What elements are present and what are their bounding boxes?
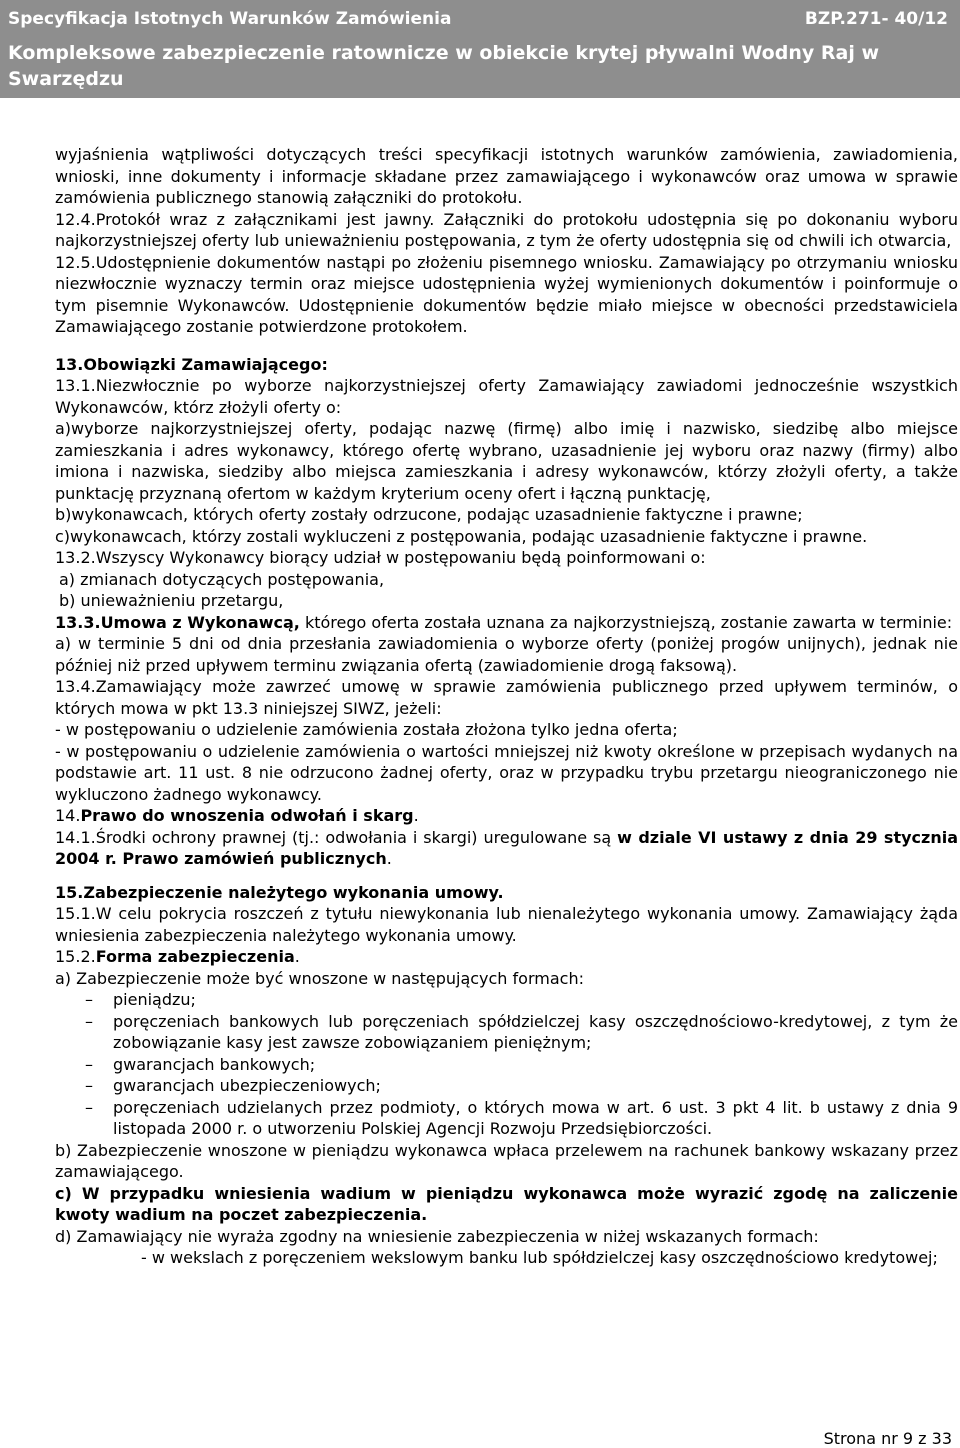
section-13-1 <box>55 375 958 418</box>
heading-14 <box>55 805 958 827</box>
page-number: Strona nr 9 z 33 <box>823 1429 952 1448</box>
section-number: 15.2. <box>55 947 96 966</box>
list-item <box>85 1075 958 1097</box>
section-13-1-b: b)wykonawcach, których oferty zostały odrzucone, podając uzasadnienie faktyczne i prawne; <box>55 505 803 524</box>
list-item <box>85 1011 958 1054</box>
form-d <box>55 1226 958 1248</box>
list-item <box>85 989 958 1011</box>
section-number: 15. <box>55 882 84 902</box>
section-15-1 <box>55 903 958 946</box>
section-13-3-lead: Umowa z Wykonawcą, <box>100 612 300 632</box>
section-number: 13.3. <box>55 612 101 632</box>
section-13-4-text: Zamawiający może zawrzeć umowę w sprawie zamówienia publicznego przed upływem terminów, o których mowa w pkt 13.3 niniejszej SIWZ, jeżeli: <box>55 677 958 718</box>
section-13-2-b: b) unieważnieniu przetargu, <box>59 591 284 610</box>
section-12-4 <box>55 209 958 252</box>
section-13-4 <box>55 676 958 719</box>
form-b <box>55 1140 958 1183</box>
list-item-text: pieniądzu; <box>113 990 196 1009</box>
section-14-1-end: . <box>386 849 392 868</box>
form-a <box>55 968 958 990</box>
section-14-1-bold: w dziale VI ustawy z dnia 29 stycznia 2004 r. Prawo zamówień publicznych <box>55 827 958 868</box>
header-title: Specyfikacja Istotnych Warunków Zamówienia <box>8 9 452 29</box>
header-reference: BZP.271- 40/12 <box>804 9 948 29</box>
item-letter: a) <box>55 968 72 988</box>
document-header <box>0 0 960 98</box>
list-item-text: poręczeniach bankowych lub poręczeniach spółdzielczej kasy oszczędnościowo-kredytowej, z tym że zobowiązanie kasy jest zawsze zobowiązaniem pieniężnym; <box>113 1011 958 1052</box>
section-number: 13.4. <box>55 677 96 696</box>
form-a-text: Zabezpieczenie może być wnoszone w następujących formach: <box>76 968 584 988</box>
form-c-text: W przypadku wniesienia wadium w pieniądzu wykonawca może wyrazić zgodę na zaliczenie kwoty wadium na poczet zabezpieczenia. <box>55 1183 958 1224</box>
section-15-2-text: Forma zabezpieczenia <box>95 947 295 966</box>
item-letter: b) <box>55 1140 72 1160</box>
item-letter: c) <box>55 1183 72 1203</box>
heading-15-text: Zabezpieczenie należytego wykonania umowy. <box>83 882 504 902</box>
section-13-3-text: którego oferta została uznana za najkorzystniejszą, zostanie zawarta w terminie: <box>299 612 953 632</box>
form-b-text: Zabezpieczenie wnoszone w pieniądzu wykonawca wpłaca przelewem na rachunek bankowy wskazany przez zamawiającego. <box>55 1140 958 1181</box>
form-c <box>55 1183 958 1226</box>
section-13-2-text: Wszyscy Wykonawcy biorący udział w postępowaniu będą poinformowani o: <box>95 548 706 567</box>
section-number: 12.4. <box>55 209 96 229</box>
form-d-1: - w wekslach z poręczeniem wekslowym banku lub spółdzielczej kasy oszczędnościowo kredytowej; <box>141 1248 938 1267</box>
section-12-5 <box>55 252 958 338</box>
list-item-text: poręczeniach udzielanych przez podmioty, o których mowa w art. 6 ust. 3 pkt 4 lit. b ustawy z dnia 9 listopada 2000 r. o utworzeniu Polskiej Agencji Rozwoju Przedsiębiorczości. <box>113 1097 958 1138</box>
section-12-5-lead: Udostępnienie dokumentów nastąpi po złożeniu pisemnego wniosku. <box>95 252 653 272</box>
list-dash: – <box>85 990 93 1009</box>
section-13-1-c: c)wykonawcach, którzy zostali wykluczeni z postępowania, podając uzasadnienie faktyczne i prawne. <box>55 526 868 546</box>
section-14-1-text: Środki ochrony prawnej (tj.: odwołania i skargi) uregulowane są <box>95 827 618 847</box>
list-dash: – <box>85 1097 93 1117</box>
list-dash: – <box>85 1054 93 1074</box>
section-number: 14.1. <box>55 827 96 847</box>
list-dash: – <box>85 1076 93 1095</box>
header-top-row <box>8 9 948 29</box>
section-13-2 <box>55 547 958 569</box>
section-12-4-text: Załączniki do protokołu udostępnia się po dokonaniu wyboru najkorzystniejszej oferty lub unieważnieniu postępowania, z tym że oferty udostępnia się od chwili ich otwarcia, <box>55 209 958 250</box>
form-a-list <box>55 989 958 1140</box>
section-number: 13.2. <box>55 548 96 567</box>
heading-13: 13.Obowiązki Zamawiającego: <box>55 354 328 374</box>
section-13-1-a: a)wyborze najkorzystniejszej oferty, podając nazwę (firmę) albo imię i nazwisko, siedzibę albo miejsce zamieszkania i adres wykonawcy, którego ofertę wybrano, uzasadnienie jej wyboru oraz nazwy (firmy) albo imiona i nazwiska, siedziby albo miejsca zamieszkania i adresy wykonawców, którzy złożyli oferty, a także punktację przyznaną ofertom w każdym kryterium oceny ofert i łączną punktację, <box>55 419 958 503</box>
list-item-text: gwarancjach bankowych; <box>113 1054 316 1074</box>
list-item <box>85 1097 958 1140</box>
section-12-4-lead: Protokół wraz z załącznikami jest jawny. <box>95 209 435 229</box>
section-number: 13.1. <box>55 376 96 395</box>
heading-14-dot: . <box>413 806 419 825</box>
section-13-4-b: - w postępowaniu o udzielenie zamówienia o wartości mniejszej niż kwoty określone w przepisach wydanych na podstawie art. 11 ust. 8 nie odrzucono żadnej oferty, oraz w przypadku trybu przetargu nieograniczonego nie wykluczono żadnego wykonawcy. <box>55 741 958 804</box>
section-14-1 <box>55 827 958 870</box>
section-15-2 <box>55 946 958 968</box>
heading-15 <box>55 882 958 904</box>
section-number: 14. <box>55 806 81 825</box>
heading-14-text: Prawo do wnoszenia odwołań i skarg <box>80 806 414 825</box>
section-15-1-text: W celu pokrycia roszczeń z tytułu niewykonania lub nienależytego wykonania umowy. Zamawiający żąda wniesienia zabezpieczenia należytego wykonania umowy. <box>55 904 958 945</box>
form-d-text: Zamawiający nie wyraża zgodny na wniesienie zabezpieczenia w niżej wskazanych formach: <box>76 1226 819 1246</box>
paragraph-intro: wyjaśnienia wątpliwości dotyczących treści specyfikacji istotnych warunków zamówienia, zawiadomienia, wnioski, inne dokumenty i informacje składane przez zamawiającego i wykonawców oraz umowa w sprawie zamówienia publicznego stanowią załączniki do protokołu. <box>55 145 958 207</box>
item-letter: d) <box>55 1226 72 1246</box>
list-item-text: gwarancjach ubezpieczeniowych; <box>113 1076 381 1095</box>
section-13-4-a: - w postępowaniu o udzielenie zamówienia została złożona tylko jedna oferta; <box>55 720 678 739</box>
section-13-2-a: a) zmianach dotyczących postępowania, <box>59 569 385 589</box>
section-13-3-a: a) w terminie 5 dni od dnia przesłania zawiadomienia o wyborze oferty (poniżej progów unijnych), jednak nie później niż przed upływem terminu związania ofertą (zawiadomienie drogą faksową). <box>55 634 958 675</box>
header-subtitle: Kompleksowe zabezpieczenie ratownicze w obiekcie krytej pływalni Wodny Raj w Swarzędzu <box>8 42 879 90</box>
document-body <box>55 144 958 1269</box>
section-15-2-dot: . <box>294 947 300 966</box>
section-number: 15.1. <box>55 904 96 923</box>
list-dash: – <box>85 1011 93 1031</box>
section-12-5-text: Zamawiający po otrzymaniu wniosku niezwłocznie wyznaczy termin oraz miejsce udostępnienia wyżej wymienionych dokumentów i poinformuje o tym pisemnie Wykonawców. Udostępnienie dokumentów będzie miało miejsce w obecności przedstawiciela Zamawiającego zostanie potwierdzone protokołem. <box>55 252 958 336</box>
list-item <box>85 1054 958 1076</box>
section-number: 12.5. <box>55 252 96 272</box>
section-13-3 <box>55 612 958 634</box>
section-13-1-text: Niezwłocznie po wyborze najkorzystniejszej oferty Zamawiający zawiadomi jednocześnie wszystkich Wykonawców, którz złożyli oferty o: <box>55 376 958 417</box>
